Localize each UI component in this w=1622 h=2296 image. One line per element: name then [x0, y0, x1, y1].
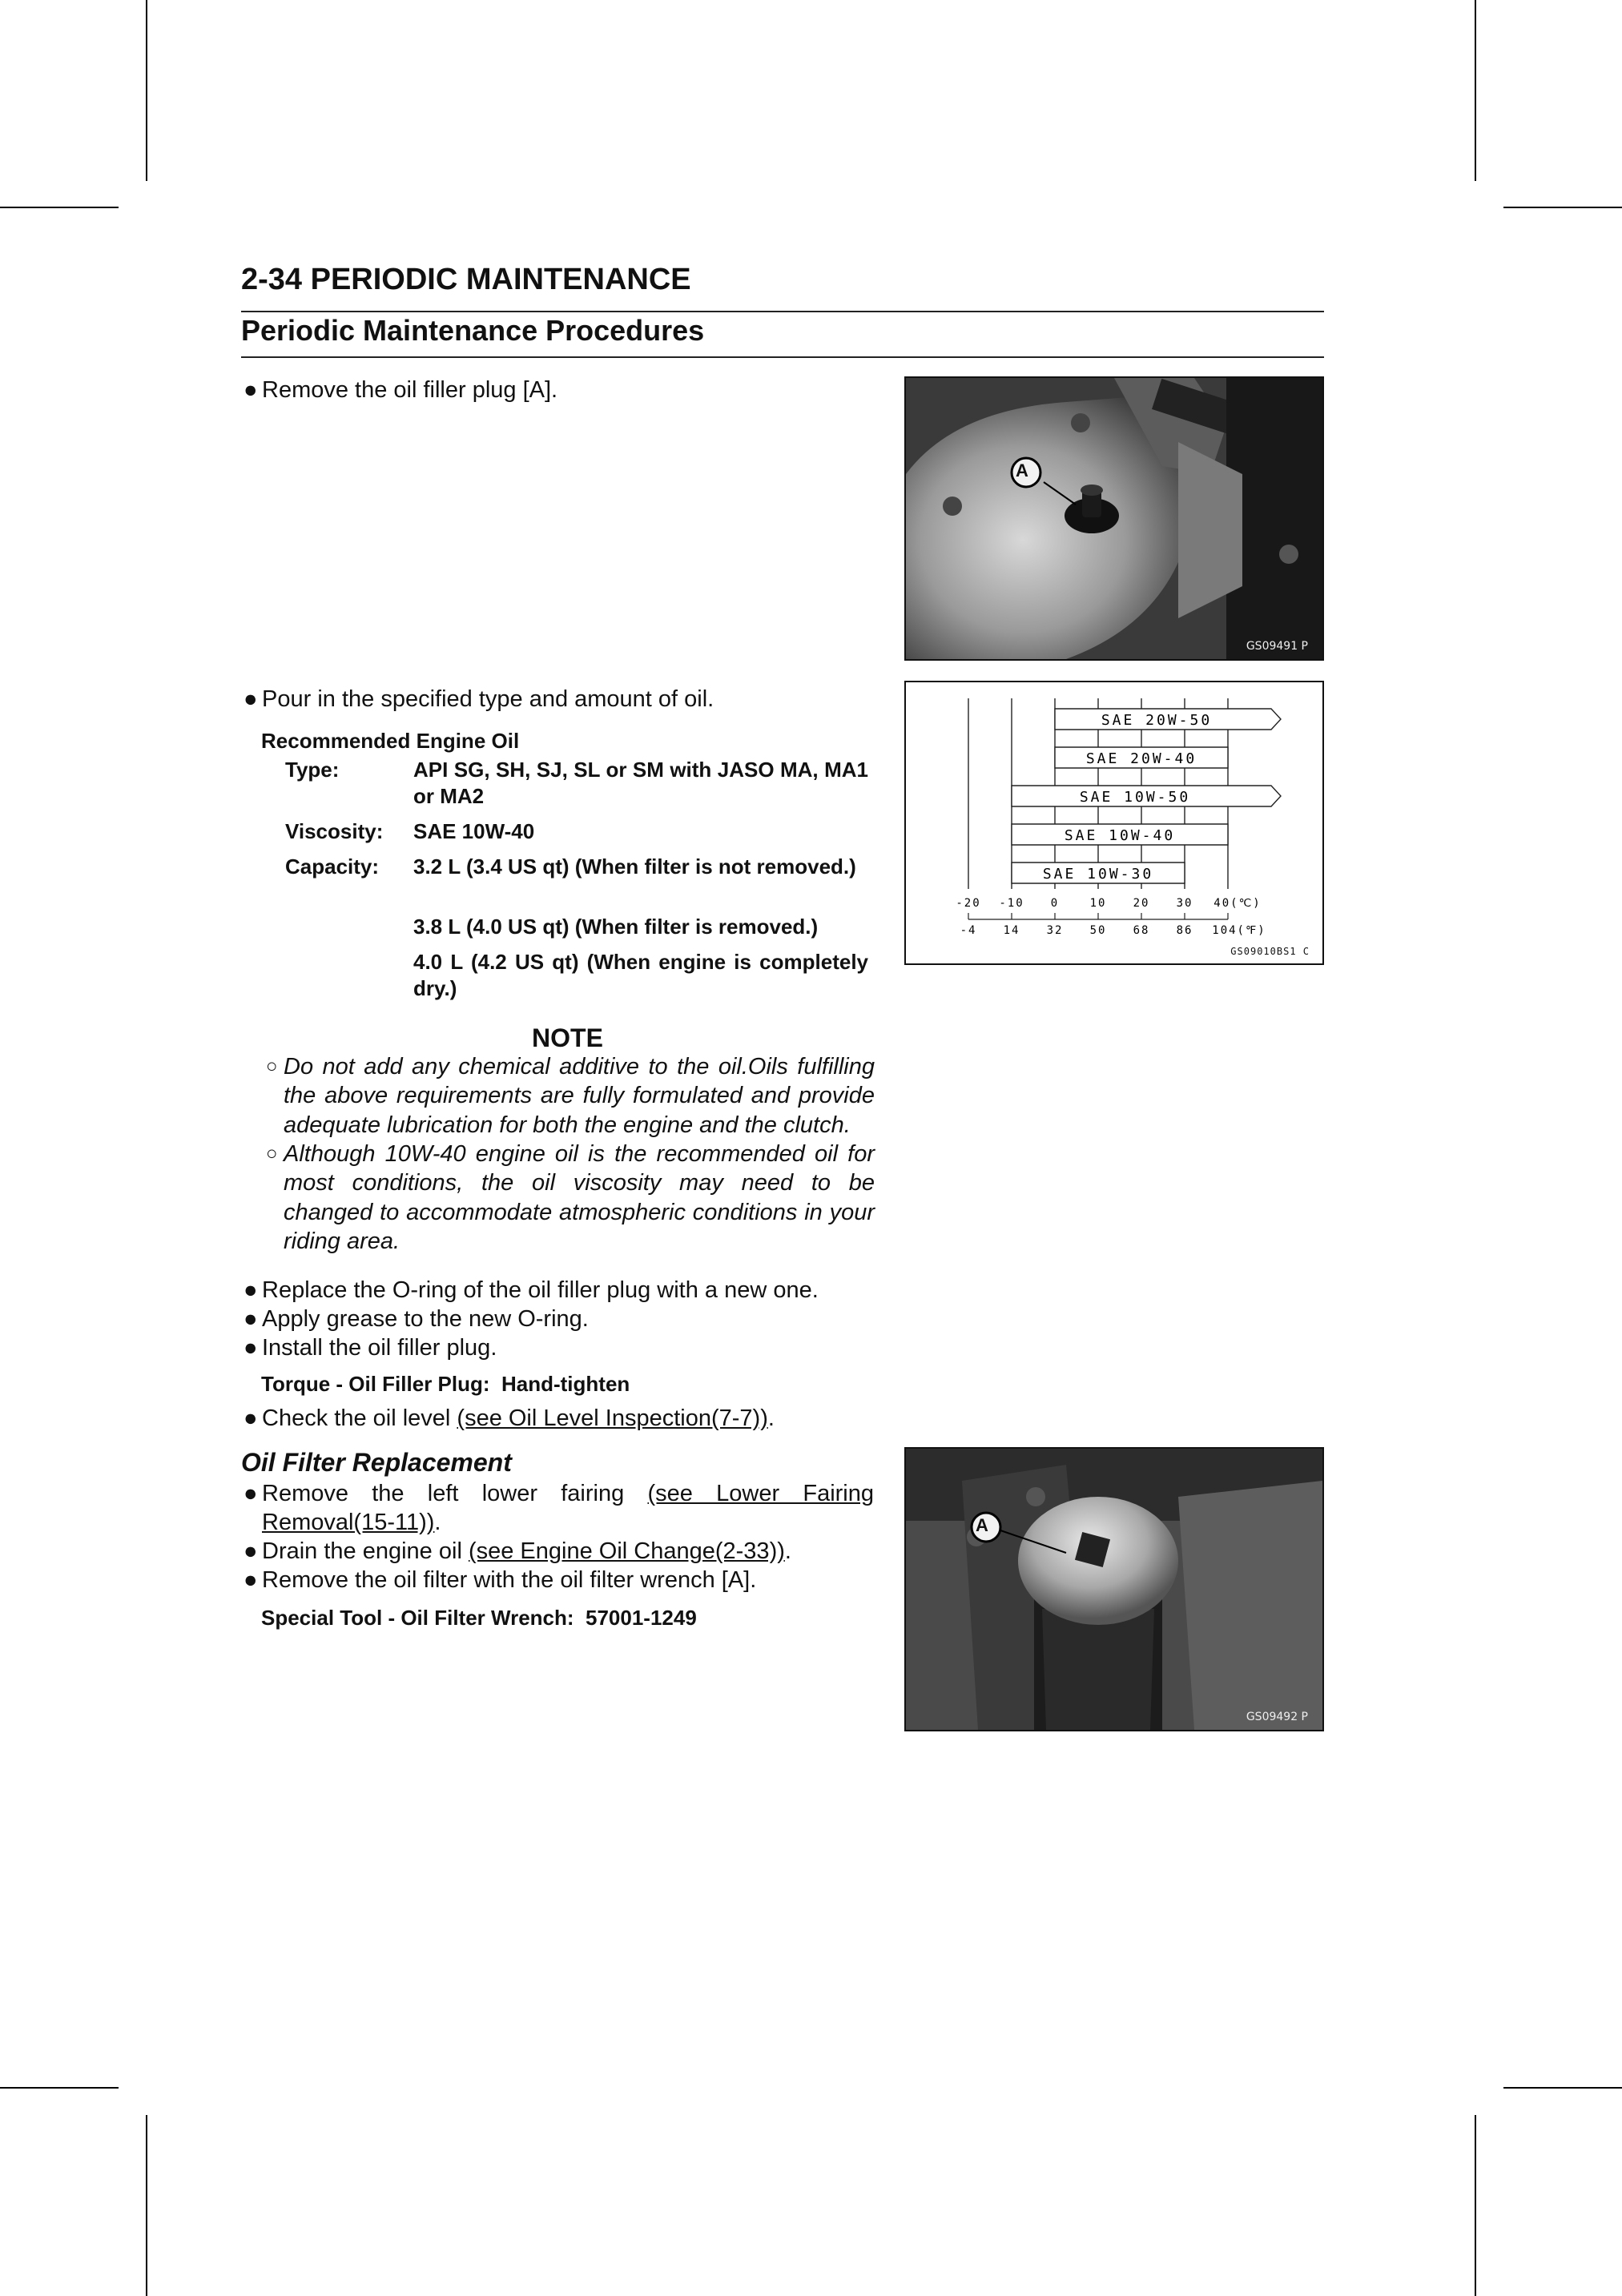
- bullet-icon: ●: [244, 1538, 258, 1564]
- chart-tick-label-fahrenheit: 14: [1003, 924, 1020, 937]
- chart-tick-label-fahrenheit: 50: [1089, 924, 1107, 937]
- step-remove-fairing: ● Remove the left lower fairing (see Lower Fairing Removal(15-11)).: [244, 1481, 875, 1535]
- note-title: NOTE: [532, 1023, 603, 1052]
- chart-tick-label-fahrenheit: 86: [1176, 924, 1193, 937]
- step-apply-grease: ● Apply grease to the new O-ring.: [244, 1306, 589, 1332]
- chart-bar-label: SAE 10W-30: [1042, 866, 1154, 883]
- callout-label: A: [1016, 460, 1028, 481]
- crop-mark: [1503, 2087, 1622, 2089]
- chart-bar-label: SAE 20W-50: [1101, 712, 1213, 729]
- oil-filter-image: [906, 1449, 1322, 1730]
- bullet-icon: ●: [244, 1405, 258, 1431]
- crop-mark: [1475, 2115, 1476, 2296]
- chart-tick-label-fahrenheit: 104(℉): [1212, 924, 1266, 937]
- special-tool-spec: Special Tool - Oil Filter Wrench: 57001-1249: [261, 1606, 697, 1630]
- crop-mark: [146, 2115, 147, 2296]
- step-replace-oring: ● Replace the O-ring of the oil filler plug with a new one.: [244, 1277, 819, 1303]
- viscosity-chart-svg: [906, 682, 1322, 963]
- page-title: 2-34 PERIODIC MAINTENANCE: [241, 263, 691, 296]
- spec-capacity: 3.8 L (4.0 US qt) (When filter is removed.): [413, 915, 819, 939]
- figure-code: GS09492 P: [1246, 1711, 1308, 1723]
- bullet-icon: ●: [244, 1567, 258, 1593]
- step-install-plug: ● Install the oil filler plug.: [244, 1335, 497, 1361]
- chart-tick-label-celsius: 30: [1176, 897, 1193, 910]
- crop-mark: [0, 2087, 119, 2089]
- chart-bar-label: SAE 20W-40: [1085, 750, 1197, 767]
- chart-tick-label-celsius: -20: [956, 897, 981, 910]
- spec-type: Type: API SG, SH, SJ, SL or SM with JASO MA, MA1 or MA2: [285, 758, 868, 808]
- chart-tick-label-fahrenheit: 68: [1133, 924, 1150, 937]
- crop-mark: [1503, 207, 1622, 208]
- step-remove-plug: ● Remove the oil filler plug [A].: [244, 377, 558, 403]
- engine-oil-heading: Recommended Engine Oil: [261, 729, 520, 753]
- header-rule: [241, 311, 1324, 312]
- note-item: ○ Do not add any chemical additive to the oil.Oils fulfilling the above requirements are fully formulated and provide adequate lubrication for both the engine and the clutch.: [266, 1054, 875, 1138]
- bullet-icon: ●: [244, 1335, 258, 1361]
- oil-level-inspection-link[interactable]: (see Oil Level Inspection(7-7)): [457, 1405, 768, 1431]
- chart-tick-label-fahrenheit: -4: [960, 924, 977, 937]
- bullet-icon: ●: [244, 1481, 258, 1506]
- crop-mark: [0, 207, 119, 208]
- bullet-icon: ●: [244, 1277, 258, 1303]
- step-drain-oil: ● Drain the engine oil (see Engine Oil Change(2-33)).: [244, 1538, 791, 1564]
- figure-code: GS09010BS1 C: [1230, 946, 1310, 957]
- crop-mark: [1475, 0, 1476, 181]
- bullet-icon: ●: [244, 1306, 258, 1332]
- spec-capacity: 4.0 L (4.2 US qt) (When engine is completely dry.): [413, 950, 868, 1000]
- chart-tick-label-celsius: -10: [999, 897, 1024, 910]
- section-header: Periodic Maintenance Procedures: [241, 314, 705, 347]
- chart-tick-label-celsius: 40(℃): [1213, 897, 1262, 910]
- torque-spec: Torque - Oil Filler Plug: Hand-tighten: [261, 1372, 630, 1396]
- circle-bullet-icon: ○: [266, 1143, 278, 1164]
- step-check-level: ● Check the oil level (see Oil Level Inspection(7-7)).: [244, 1405, 775, 1431]
- step-pour-oil: ● Pour in the specified type and amount of oil.: [244, 686, 714, 712]
- figure-code: GS09491 P: [1246, 640, 1308, 653]
- spec-viscosity: Viscosity: SAE 10W-40: [285, 819, 535, 843]
- header-rule: [241, 356, 1324, 358]
- chart-bar-label: SAE 10W-50: [1079, 789, 1191, 806]
- spec-capacity: Capacity: 3.2 L (3.4 US qt) (When filter is not removed.): [285, 854, 856, 879]
- viscosity-chart: [904, 681, 1324, 965]
- bullet-icon: ●: [244, 686, 258, 712]
- note-item: ○ Although 10W-40 engine oil is the recommended oil for most conditions, the oil viscosity may need to be changed to accommodate atmospheric conditions in your riding area.: [266, 1141, 875, 1255]
- step-remove-filter: ● Remove the oil filter with the oil filter wrench [A].: [244, 1567, 757, 1593]
- crop-mark: [146, 0, 147, 181]
- chart-tick-label-celsius: 0: [1050, 897, 1060, 910]
- engine-cover-image: [906, 378, 1322, 659]
- chart-tick-label-celsius: 10: [1089, 897, 1107, 910]
- section-title: Oil Filter Replacement: [241, 1448, 512, 1477]
- lower-fairing-removal-link[interactable]: (see Lower Fairing Removal(15-11)): [262, 1481, 875, 1535]
- circle-bullet-icon: ○: [266, 1056, 278, 1077]
- callout-label: A: [976, 1515, 988, 1535]
- engine-oil-change-link[interactable]: (see Engine Oil Change(2-33)): [468, 1538, 785, 1564]
- chart-tick-label-celsius: 20: [1133, 897, 1150, 910]
- chart-bar-label: SAE 10W-40: [1064, 827, 1176, 844]
- oil-filler-plug-photo: [904, 376, 1324, 661]
- bullet-icon: ●: [244, 377, 258, 403]
- oil-filter-photo: [904, 1447, 1324, 1731]
- chart-tick-label-fahrenheit: 32: [1046, 924, 1064, 937]
